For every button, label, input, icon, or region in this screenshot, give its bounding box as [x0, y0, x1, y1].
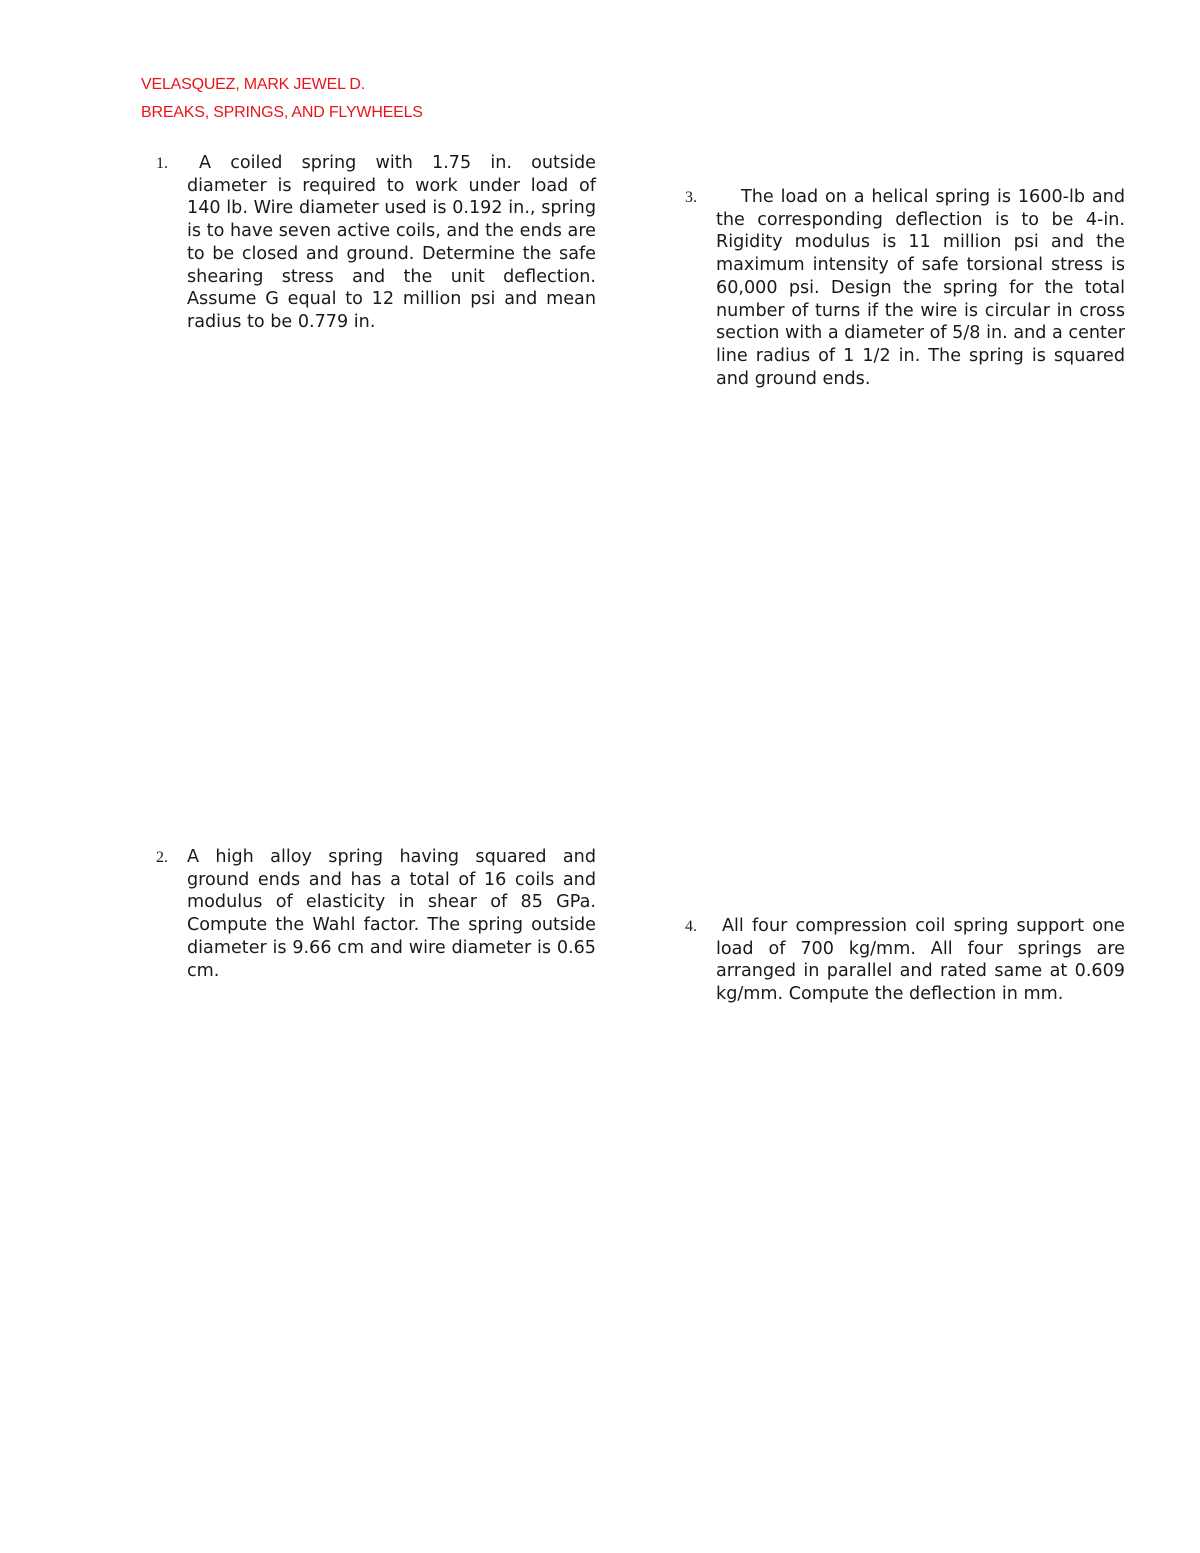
problem-number: 2.	[156, 849, 168, 866]
problem-text: A coiled spring with 1.75 in. outside diameter is required to work under load of 140 lb. Wire diameter used is 0.192 in., spring is to have seven active coils, and the ends are to be closed and ground. Determine the safe shearing stress and the unit deflection. Assume G equal to 12 million psi and mean radius to be 0.779 in.	[187, 153, 596, 332]
problem-text: The load on a helical spring is 1600-lb and the corresponding deflection is to be 4-in. Rigidity modulus is 11 million psi and the maximum intensity of safe torsional stress is 60,000 psi. Design the spring for the total number of turns if the wire is circular in cross section with a diameter of 5/8 in. and a center line radius of 1 1/2 in. The spring is squared and ground ends.	[716, 187, 1125, 389]
problem-number: 1.	[156, 155, 168, 172]
problem-number: 4.	[685, 918, 697, 935]
student-name: VELASQUEZ, MARK JEWEL D.	[141, 76, 365, 93]
problem-text: A high alloy spring having squared and ground ends and has a total of 16 coils and modulus of elasticity in shear of 85 GPa. Compute the Wahl factor. The spring outside diameter is 9.66 cm and wire diameter is 0.65 cm.	[187, 847, 596, 981]
assignment-topic: BREAKS, SPRINGS, AND FLYWHEELS	[141, 104, 423, 121]
problem-text: All four compression coil spring support one load of 700 kg/mm. All four springs are arranged in parallel and rated same at 0.609 kg/mm. Compute the deflection in mm.	[716, 916, 1125, 1005]
problem-number: 3.	[685, 189, 697, 206]
